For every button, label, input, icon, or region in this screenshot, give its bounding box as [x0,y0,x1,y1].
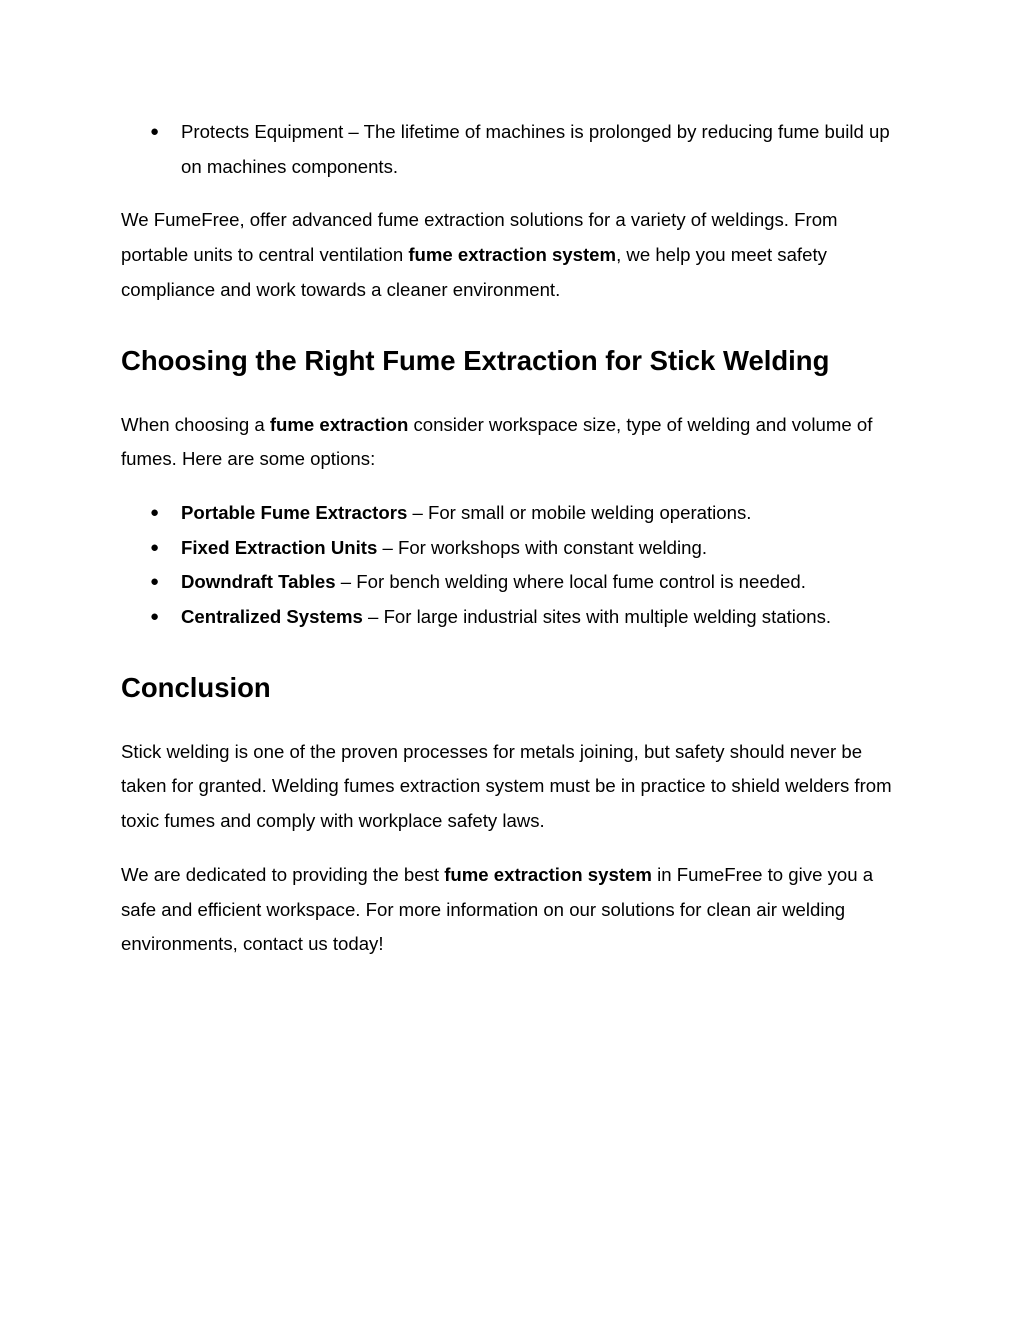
bullet-body-text: – The lifetime of machines is prolonged by reducing fume build up on machines components. [181,121,890,177]
bullet-icon: ● [150,573,160,591]
intro-bold-keyword: fume extraction system [408,244,617,266]
conclusion-paragraph-1: Stick welding is one of the proven processes for metals joining, but safety should never be taken for granted. Welding fumes extraction system must be in practice to shield welders from toxic fumes and comply with workplace safety laws. [121,740,892,832]
list-item [121,600,901,635]
intro-text-end: , we help you meet safety compliance and work towards a cleaner environment. [121,244,827,300]
intro-text: We FumeFree, offer advanced fume extraction solutions for a variety of weldings. From portable units to central ventilation [121,209,838,266]
list-item [121,565,901,600]
list-item [121,531,901,566]
option-description: – For large industrial sites with multiple welding stations. [362,606,832,628]
option-title: Downdraft Tables [181,571,336,593]
option-description: – For bench welding where local fume control is needed. [335,571,806,593]
list-item [121,496,901,531]
conclusion-paragraph-2 [121,858,901,962]
choosing-bold-keyword: fume extraction [269,413,409,435]
choosing-text: When choosing a [121,413,270,435]
option-title: Portable Fume Extractors [181,501,408,523]
bullet-lead-text: Protects Equipment [181,121,344,142]
option-title: Fixed Extraction Units [181,536,378,558]
option-description: – For workshops with constant welding. [377,536,707,558]
intro-paragraph [121,203,901,307]
bullet-icon: ● [150,503,160,521]
conclusion-text-end: in FumeFree to give you a safe and efficient workspace. For more information on our solutions for clean air welding environments, contact us today! [121,863,874,955]
section-heading-choosing: Choosing the Right Fume Extraction for Stick Welding [121,344,830,376]
choosing-paragraph [121,408,901,477]
bullet-icon: ● [150,123,160,140]
conclusion-text: We are dedicated to providing the best [121,863,445,885]
choosing-text-end: consider workspace size, type of welding and volume of fumes. Here are some options: [121,413,873,470]
conclusion-bold-keyword: fume extraction system [444,863,652,885]
option-description: – For small or mobile welding operations. [407,501,752,523]
document-page [121,115,901,962]
bullet-list-benefits [121,115,901,184]
option-title: Centralized Systems [181,606,363,628]
bullet-list-options [121,496,901,635]
bullet-icon: ● [150,538,160,556]
bullet-icon: ● [150,608,160,626]
list-item [121,115,901,184]
section-heading-conclusion: Conclusion [121,671,271,703]
